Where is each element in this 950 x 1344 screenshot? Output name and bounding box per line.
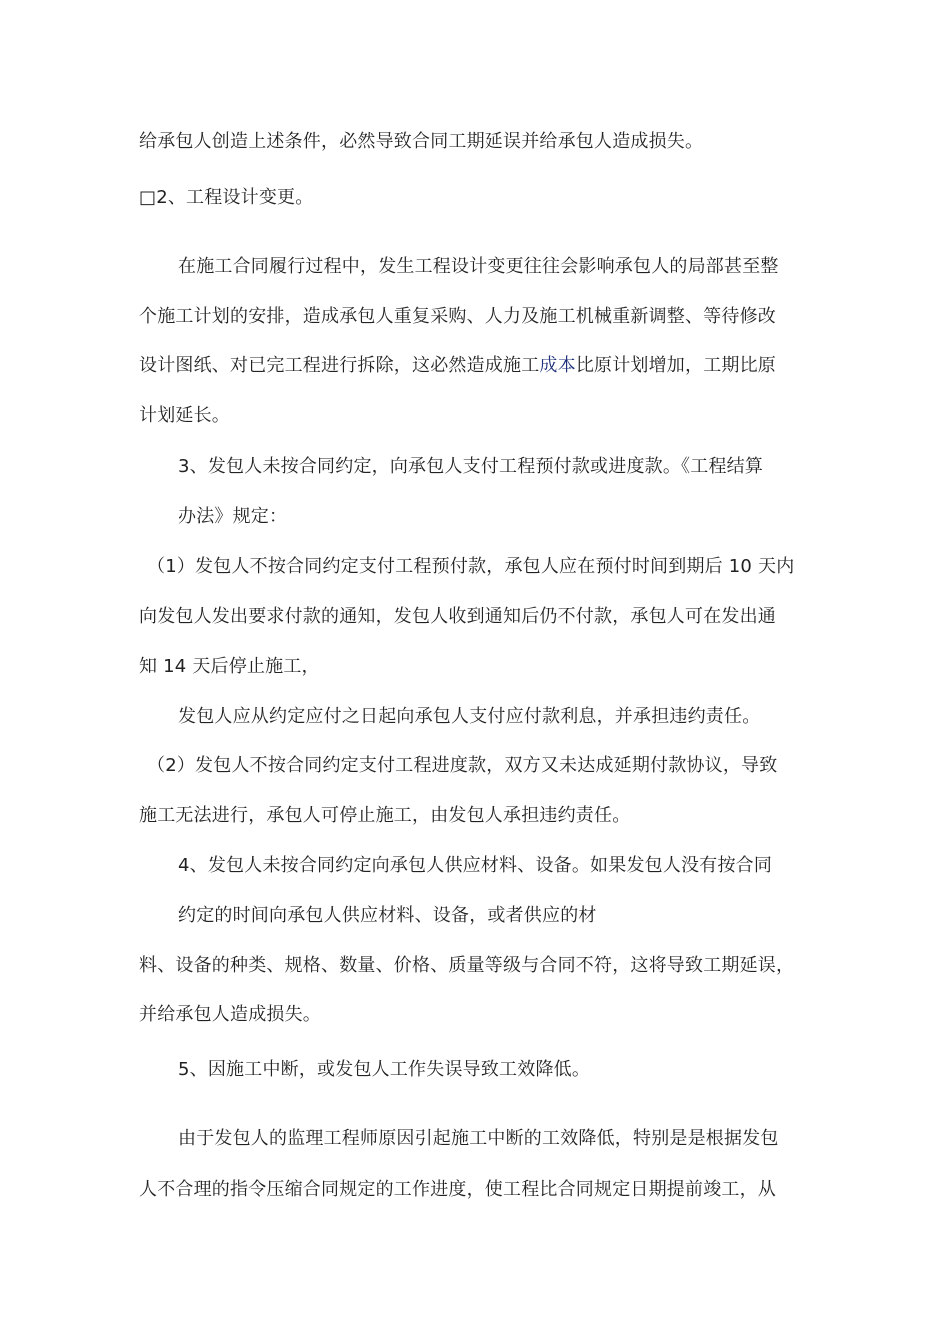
text-line-18: 并给承包人造成损失。	[139, 1004, 321, 1025]
text-line-5	[139, 354, 776, 378]
text-line-15: 4、发包人未按合同约定向承包人供应材料、设备。如果发包人没有按合同	[178, 855, 773, 876]
text-line-7: 3、发包人未按合同约定，向承包人支付工程预付款或进度款。《工程结算	[178, 456, 764, 477]
text-line-20: 由于发包人的监理工程师原因引起施工中断的工效降低，特别是是根据发包	[178, 1128, 779, 1149]
text-line-14: 施工无法进行，承包人可停止施工，由发包人承担违约责任。	[139, 805, 631, 826]
text-line-6: 计划延长。	[139, 405, 230, 426]
cost-link[interactable]: 成本	[539, 355, 576, 376]
text-line-12: 发包人应从约定应付之日起向承包人支付应付款利息，并承担违约责任。	[178, 706, 761, 727]
text-line-1: 给承包人创造上述条件，必然导致合同工期延误并给承包人造成损失。	[139, 131, 704, 152]
text-line-9: （1）发包人不按合同约定支付工程预付款，承包人应在预付时间到期后 10 天内	[147, 556, 795, 577]
text-line-19: 5、因施工中断，或发包人工作失误导致工效降低。	[178, 1059, 591, 1080]
text-line-8: 办法》规定：	[178, 506, 288, 527]
text-line-21: 人不合理的指令压缩合同规定的工作进度，使工程比合同规定日期提前竣工，从	[139, 1179, 776, 1200]
text-line-5-start: 设计图纸、对已完工程进行拆除，这必然造成施工	[139, 355, 540, 376]
text-line-2: □2、工程设计变更。	[139, 187, 314, 208]
text-line-11: 知 14 天后停止施工，	[139, 656, 320, 677]
text-line-10: 向发包人发出要求付款的通知，发包人收到通知后仍不付款，承包人可在发出通	[139, 606, 776, 627]
text-line-3: 在施工合同履行过程中，发生工程设计变更往往会影响承包人的局部甚至整	[178, 256, 779, 277]
text-line-17: 料、设备的种类、规格、数量、价格、质量等级与合同不符，这将导致工期延误，	[139, 955, 795, 976]
text-line-13: （2）发包人不按合同约定支付工程进度款，双方又未达成延期付款协议，导致	[147, 755, 778, 776]
text-line-5-end: 比原计划增加，工期比原	[575, 355, 777, 376]
text-line-16: 约定的时间向承包人供应材料、设备，或者供应的材	[178, 905, 597, 926]
text-line-4: 个施工计划的安排，造成承包人重复采购、人力及施工机械重新调整、等待修改	[139, 306, 776, 327]
